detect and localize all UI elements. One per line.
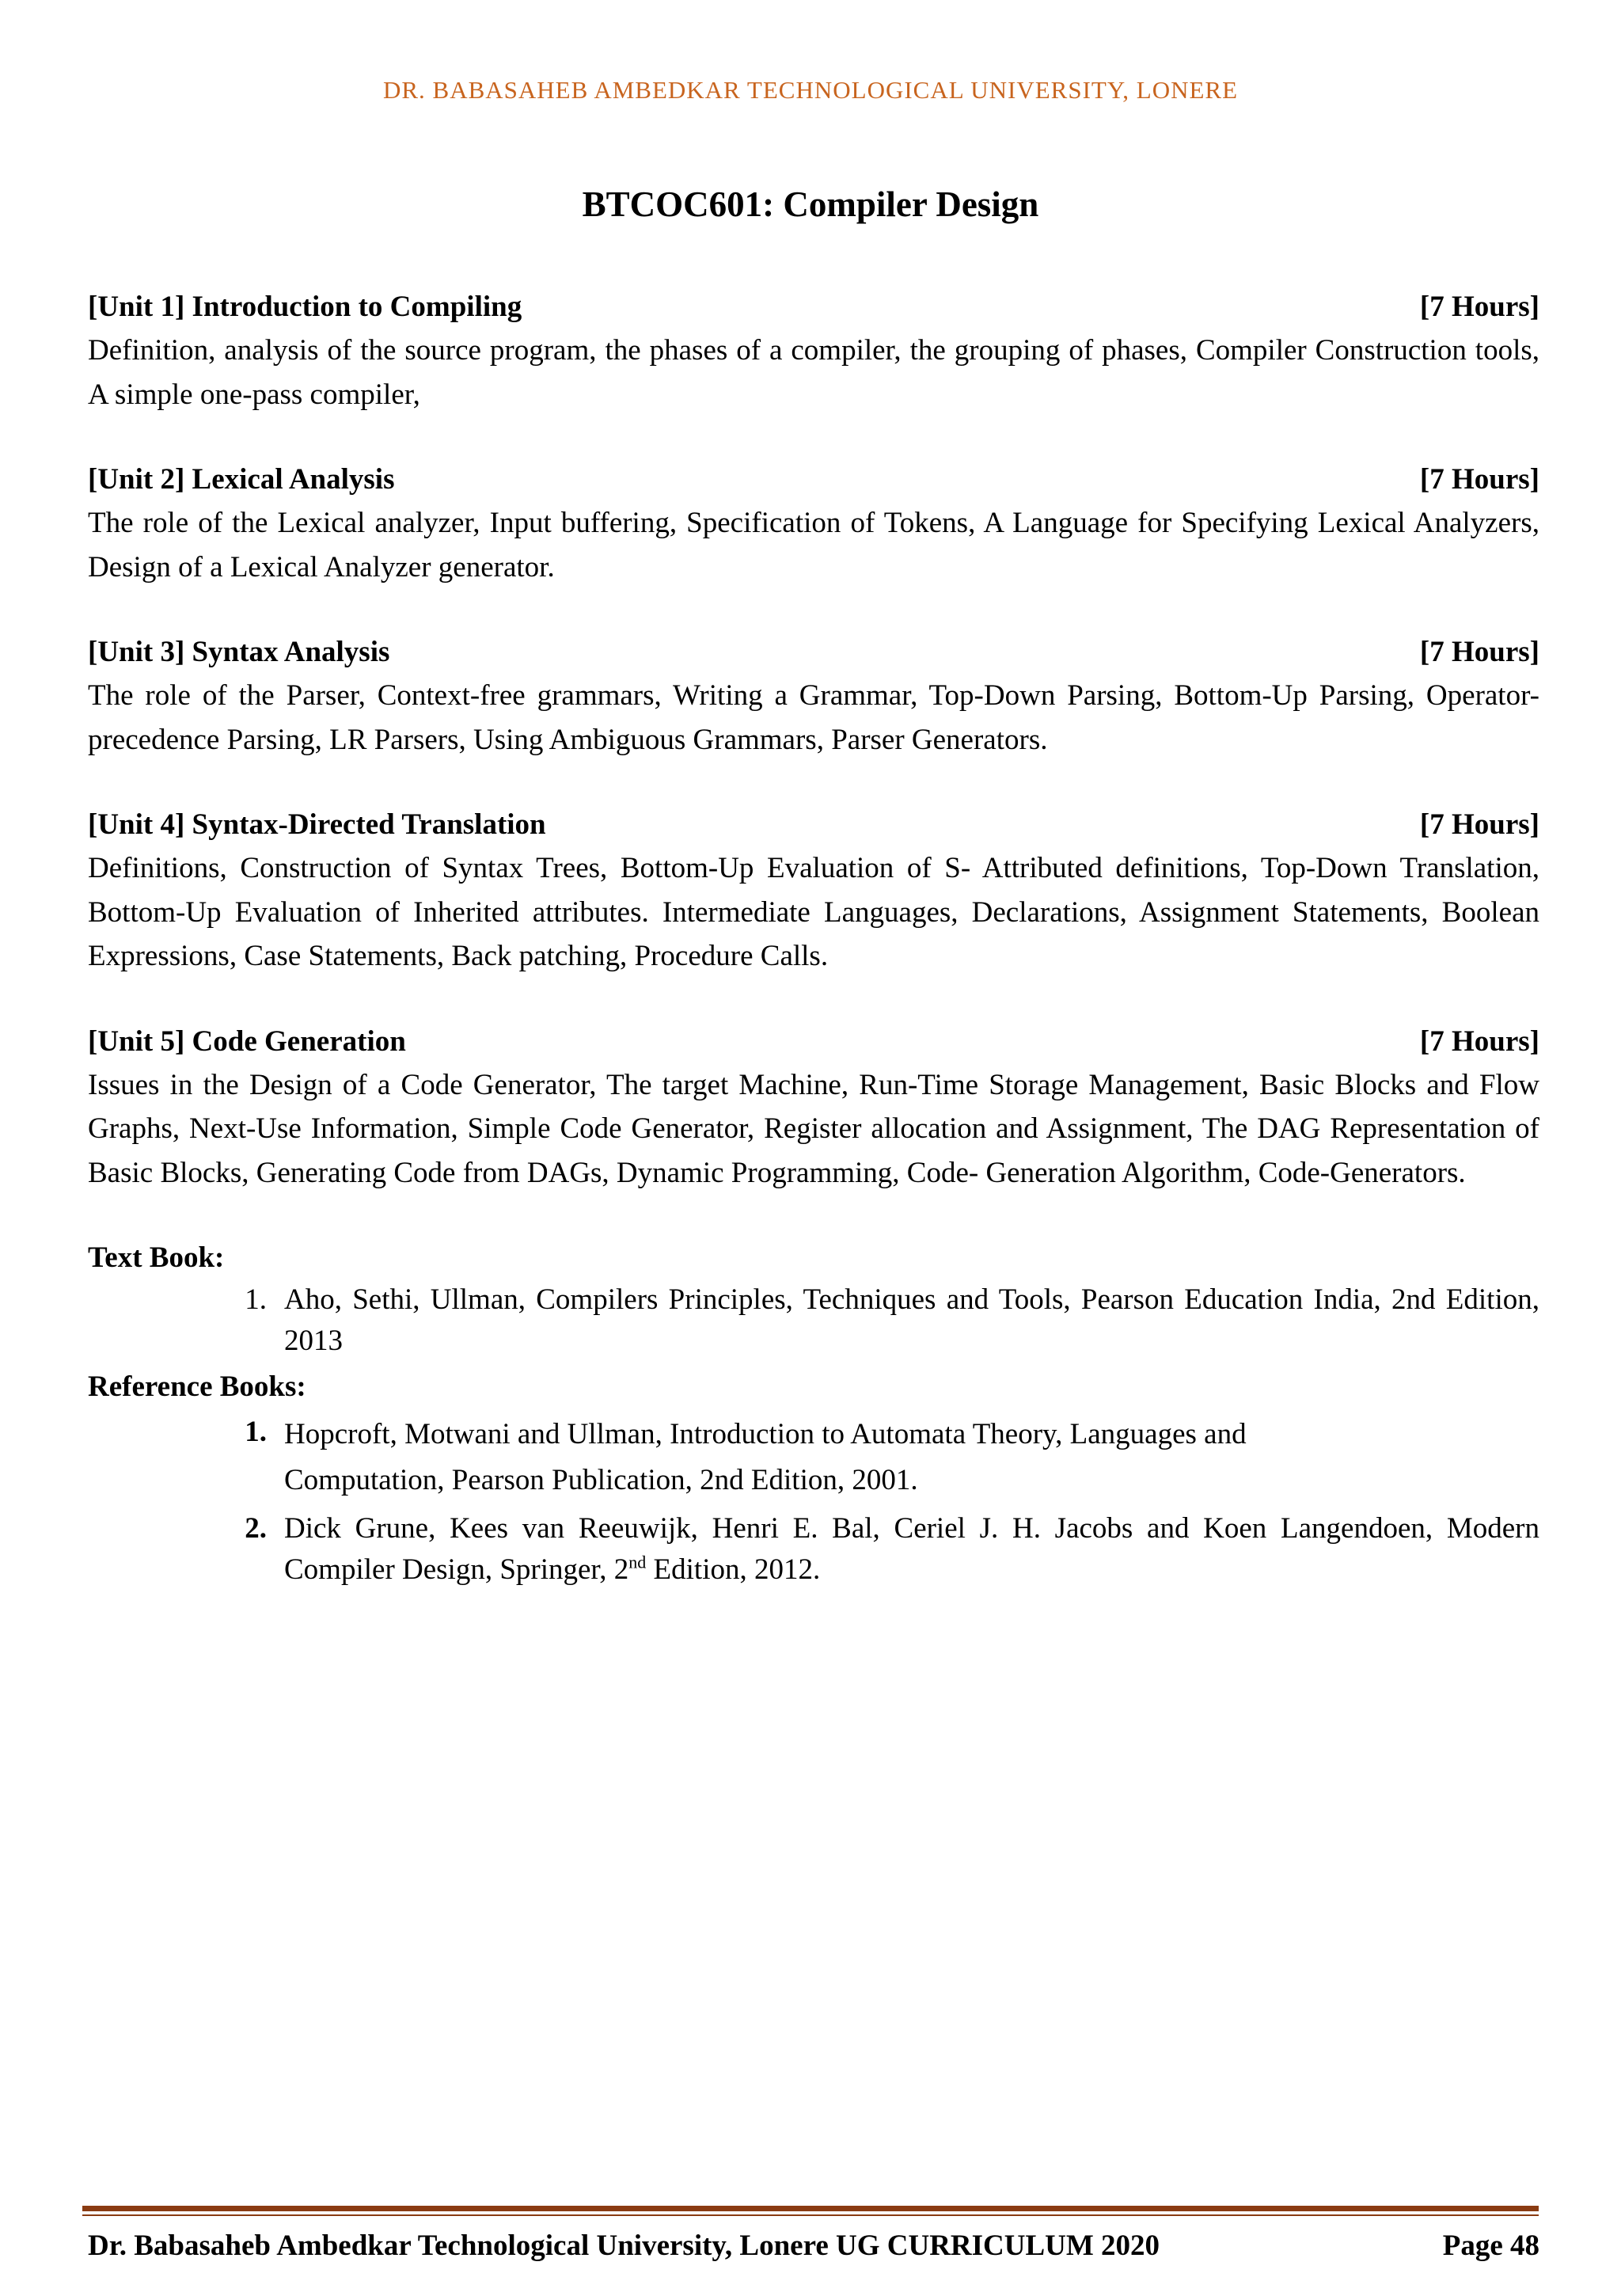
course-title: BTCOC601: Compiler Design xyxy=(582,184,1039,224)
unit-heading-row xyxy=(88,285,1539,329)
unit-hours: [7 Hours] xyxy=(1419,808,1539,841)
footer-divider-thin xyxy=(82,2214,1539,2216)
citation-line: Computation, Pearson Publication, 2nd Edition, 2001. xyxy=(284,1464,918,1496)
reference-book-list xyxy=(88,1412,1539,1591)
unit-heading-row xyxy=(88,1020,1539,1063)
unit-title: [Unit 4] Syntax-Directed Translation xyxy=(88,808,546,841)
unit-hours: [7 Hours] xyxy=(1419,636,1539,668)
list-item xyxy=(88,1279,1539,1362)
text-book-section xyxy=(88,1236,1539,1362)
list-item xyxy=(88,1412,1539,1503)
unit-hours: [7 Hours] xyxy=(1419,291,1539,323)
unit-description: Issues in the Design of a Code Generator, The target Machine, Run-Time Storage Management, Basic Blocks and Flow Graphs, Next-Use Information, Simple Code Generator, Register allocation and Assignment, The DAG Representation of Basic Blocks, Generating Code from DAGs, Dynamic Programming, Code- Generation Algorithm, Code-Generators. xyxy=(88,1068,1539,1189)
text-book-list xyxy=(88,1279,1539,1362)
citation-text: Dick Grune, Kees van Reeuwijk, Henri E. Bal, Ceriel J. H. Jacobs and Koen Langendoen, Modern Compiler Design, Springer, 2 xyxy=(284,1512,1539,1586)
footer-university: Dr. Babasaheb Ambedkar Technological University, Lonere UG CURRICULUM 2020 xyxy=(88,2229,1160,2262)
list-number: 1. xyxy=(245,1283,267,1316)
university-header: DR. BABASAHEB AMBEDKAR TECHNOLOGICAL UNIVERSITY, LONERE xyxy=(382,76,1239,104)
text-book-title: Text Book: xyxy=(88,1241,225,1274)
book-citation: Aho, Sethi, Ullman, Compilers Principles, Techniques and Tools, Pearson Education India, 2nd Edition, 2013 xyxy=(284,1283,1539,1357)
unit-title: [Unit 3] Syntax Analysis xyxy=(88,636,390,668)
unit-5 xyxy=(88,1020,1539,1196)
list-number: 2. xyxy=(245,1512,267,1545)
page-footer xyxy=(88,2226,1539,2266)
unit-heading-row xyxy=(88,630,1539,674)
list-item xyxy=(88,1508,1539,1591)
unit-heading-row xyxy=(88,458,1539,501)
unit-description: Definition, analysis of the source program, the phases of a compiler, the grouping of phases, Compiler Construction tools, A simple one-pass compiler, xyxy=(88,334,1539,411)
unit-title: [Unit 5] Code Generation xyxy=(88,1024,406,1058)
reference-books-title: Reference Books: xyxy=(88,1370,306,1403)
page-number: Page 48 xyxy=(1442,2229,1539,2262)
book-citation xyxy=(284,1412,1539,1503)
unit-3 xyxy=(88,630,1539,762)
unit-description: The role of the Lexical analyzer, Input buffering, Specification of Tokens, A Language for Specifying Lexical Analyzers, Design of a Lexical Analyzer generator. xyxy=(88,507,1539,584)
unit-description: Definitions, Construction of Syntax Trees, Bottom-Up Evaluation of S- Attributed definitions, Top-Down Translation, Bottom-Up Evaluation of Inherited attributes. Intermediate Languages, Declarations, Assignment Statements, Boolean Expressions, Case Statements, Back patching, Procedure Calls. xyxy=(88,852,1539,972)
syllabus-content xyxy=(88,285,1539,1591)
unit-4 xyxy=(88,803,1539,979)
unit-hours: [7 Hours] xyxy=(1419,1024,1539,1058)
footer-divider xyxy=(82,2206,1539,2211)
unit-hours: [7 Hours] xyxy=(1419,463,1539,496)
citation-line: Hopcroft, Motwani and Ullman, Introduction to Automata Theory, Languages and xyxy=(284,1418,1247,1450)
ordinal-superscript: nd xyxy=(628,1552,647,1572)
reference-books-section xyxy=(88,1365,1539,1591)
unit-title: [Unit 2] Lexical Analysis xyxy=(88,463,395,496)
list-number: 1. xyxy=(245,1416,267,1448)
unit-heading-row xyxy=(88,803,1539,846)
book-citation xyxy=(284,1508,1539,1591)
unit-title: [Unit 1] Introduction to Compiling xyxy=(88,291,522,323)
citation-text: Edition, 2012. xyxy=(646,1553,821,1586)
unit-1 xyxy=(88,285,1539,416)
unit-2 xyxy=(88,458,1539,589)
unit-description: The role of the Parser, Context-free grammars, Writing a Grammar, Top-Down Parsing, Bottom-Up Parsing, Operator-precedence Parsing, LR Parsers, Using Ambiguous Grammars, Parser Generators. xyxy=(88,679,1539,756)
